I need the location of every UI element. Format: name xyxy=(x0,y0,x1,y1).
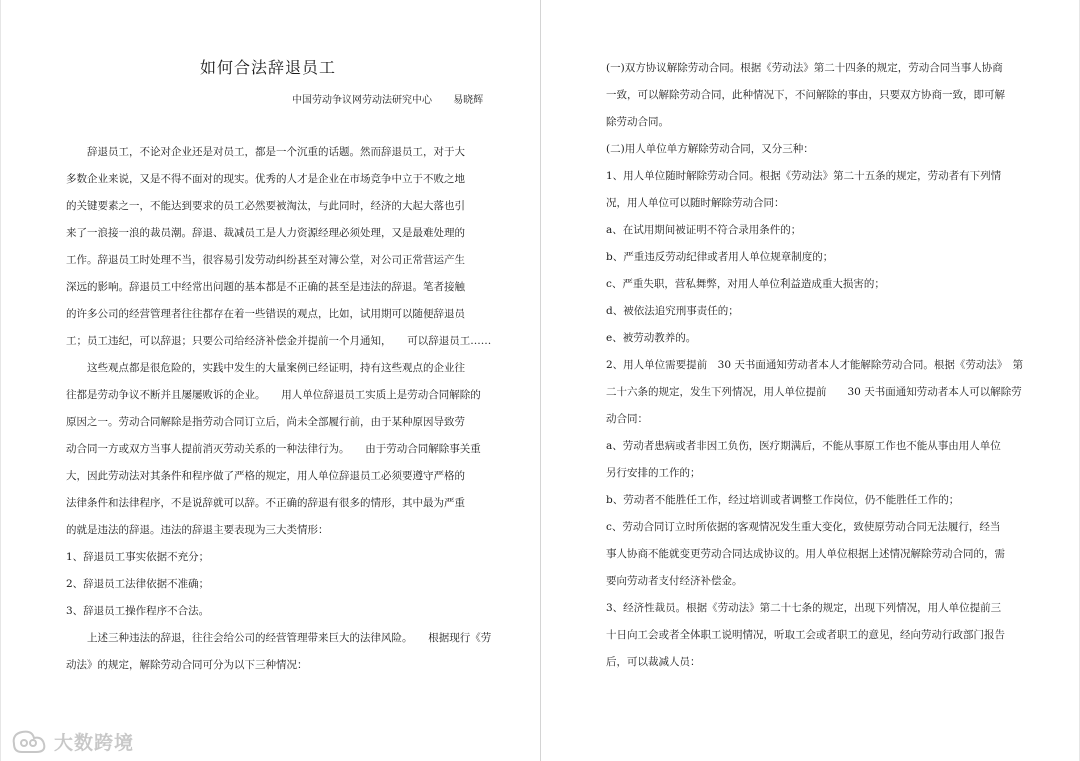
left-column-line: 大，因此劳动法对其条件和程序做了严格的规定，用人单位辞退员工必须要遵守严格的 xyxy=(66,470,465,482)
left-column-line: 这些观点都是很危险的，实践中发生的大量案例已经证明，持有这些观点的企业往 xyxy=(87,362,465,374)
left-column-line: 辞退员工，不论对企业还是对员工，都是一个沉重的话题。然而辞退员工，对于大 xyxy=(87,146,465,158)
right-column-line: c、严重失职，营私舞弊，对用人单位利益造成重大损害的； xyxy=(606,278,885,290)
right-column-line: 动合同： xyxy=(606,413,648,425)
byline xyxy=(292,92,483,110)
right-column-line: b、严重违反劳动纪律或者用人单位规章制度的； xyxy=(606,251,834,263)
left-column-line: 往都是劳动争议不断并且屡屡败诉的企业。 用人单位辞退员工实质上是劳动合同解除的 xyxy=(66,389,481,401)
right-column-line: a、在试用期间被证明不符合录用条件的； xyxy=(606,224,802,236)
byline-organization: 中国劳动争议网劳动法研究中心 xyxy=(292,95,432,106)
byline-author: 易晓辉 xyxy=(453,95,484,106)
page-edge-left xyxy=(0,0,1,761)
page-divider xyxy=(540,0,541,761)
right-column-line: 二十六条的规定，发生下列情况，用人单位提前 30 天书面通知劳动者本人可以解除劳 xyxy=(606,386,1022,398)
left-column-line: 动法》的规定，解除劳动合同可分为以下三种情况： xyxy=(66,659,308,671)
right-column-line: 1、用人单位随时解除劳动合同。根据《劳动法》第二十五条的规定，劳动者有下列情 xyxy=(606,170,1002,182)
left-column-line: 1、辞退员工事实依据不充分； xyxy=(66,551,210,563)
left-column-line: 的许多公司的经营管理者往往都存在着一些错误的观点，比如，试用期可以随便辞退员 xyxy=(66,308,465,320)
left-column-line: 的关键要素之一，不能达到要求的员工必然要被淘汰，与此同时，经济的大起大落也引 xyxy=(66,200,465,212)
left-column-line: 3、辞退员工操作程序不合法。 xyxy=(66,605,210,617)
dashujk-logo-icon xyxy=(8,726,50,756)
right-column-line: b、劳动者不能胜任工作，经过培训或者调整工作岗位，仍不能胜任工作的； xyxy=(606,494,960,506)
right-column-line: 另行安排的工作的； xyxy=(606,467,701,479)
right-column-line: a、劳动者患病或者非因工负伤，医疗期满后，不能从事原工作也不能从事由用人单位 xyxy=(606,440,1001,452)
right-column-line: (二)用人单位单方解除劳动合同，又分三种： xyxy=(606,143,814,155)
right-column-line: 要向劳动者支付经济补偿金。 xyxy=(606,575,743,587)
right-column-line: 况，用人单位可以随时解除劳动合同： xyxy=(606,197,785,209)
left-column-line: 工；员工违纪，可以辞退；只要公司给经济补偿金并提前一个月通知， 可以辞退员工…… xyxy=(66,335,492,347)
right-column-line: c、劳动合同订立时所依据的客观情况发生重大变化，致使原劳动合同无法履行，经当 xyxy=(606,521,1001,533)
right-column-line: d、被依法追究刑事责任的； xyxy=(606,305,739,317)
right-column-line: 十日向工会或者全体职工说明情况，听取工会或者职工的意见，经向劳动行政部门报告 xyxy=(606,629,1005,641)
left-column-line: 法律条件和法律程序，不是说辞就可以辞。不正确的辞退有很多的情形，其中最为严重 xyxy=(66,497,465,509)
left-column-line: 多数企业来说，又是不得不面对的现实。优秀的人才是企业在市场竞争中立于不败之地 xyxy=(66,173,465,185)
right-column-line: 3、经济性裁员。根据《劳动法》第二十七条的规定，出现下列情况，用人单位提前三 xyxy=(606,602,1002,614)
watermark xyxy=(8,726,134,756)
left-column-line: 深远的影响。辞退员工中经常出问题的基本都是不正确的甚至是违法的辞退。笔者接触 xyxy=(66,281,465,293)
right-column-line: 事人协商不能就变更劳动合同达成协议的。用人单位根据上述情况解除劳动合同的，需 xyxy=(606,548,1005,560)
right-column-line: 后，可以裁减人员： xyxy=(606,656,701,668)
left-column-line: 上述三种违法的辞退，往往会给公司的经营管理带来巨大的法律风险。 根据现行《劳 xyxy=(87,632,492,644)
right-column-line: 一致，可以解除劳动合同，此种情况下，不问解除的事由，只要双方协商一致，即可解 xyxy=(606,89,1005,101)
left-column-line: 来了一浪接一浪的裁员潮。辞退、裁减员工是人力资源经理必须处理，又是最难处理的 xyxy=(66,227,465,239)
right-column-line: e、被劳动教养的。 xyxy=(606,332,697,344)
left-column-line: 原因之一。劳动合同解除是指劳动合同订立后，尚未全部履行前，由于某种原因导致劳 xyxy=(66,416,465,428)
right-column-line: (一)双方协议解除劳动合同。根据《劳动法》第二十四条的规定，劳动合同当事人协商 xyxy=(606,62,1003,74)
left-column-line: 2、辞退员工法律依据不准确； xyxy=(66,578,210,590)
watermark-text: 大数跨境 xyxy=(54,731,135,754)
right-column-line: 除劳动合同。 xyxy=(606,116,669,128)
left-column-line: 工作。辞退员工时处理不当，很容易引发劳动纠纷甚至对簿公堂，对公司正常营运产生 xyxy=(66,254,465,266)
left-column-line: 动合同一方或双方当事人提前消灭劳动关系的一种法律行为。 由于劳动合同解除事关重 xyxy=(66,443,481,455)
left-column-line: 的就是违法的辞退。违法的辞退主要表现为三大类情形： xyxy=(66,524,329,536)
right-column-line: 2、用人单位需要提前 30 天书面通知劳动者本人才能解除劳动合同。根据《劳动法》 第 xyxy=(606,359,1024,371)
document-title: 如何合法辞退员工 xyxy=(200,58,337,77)
